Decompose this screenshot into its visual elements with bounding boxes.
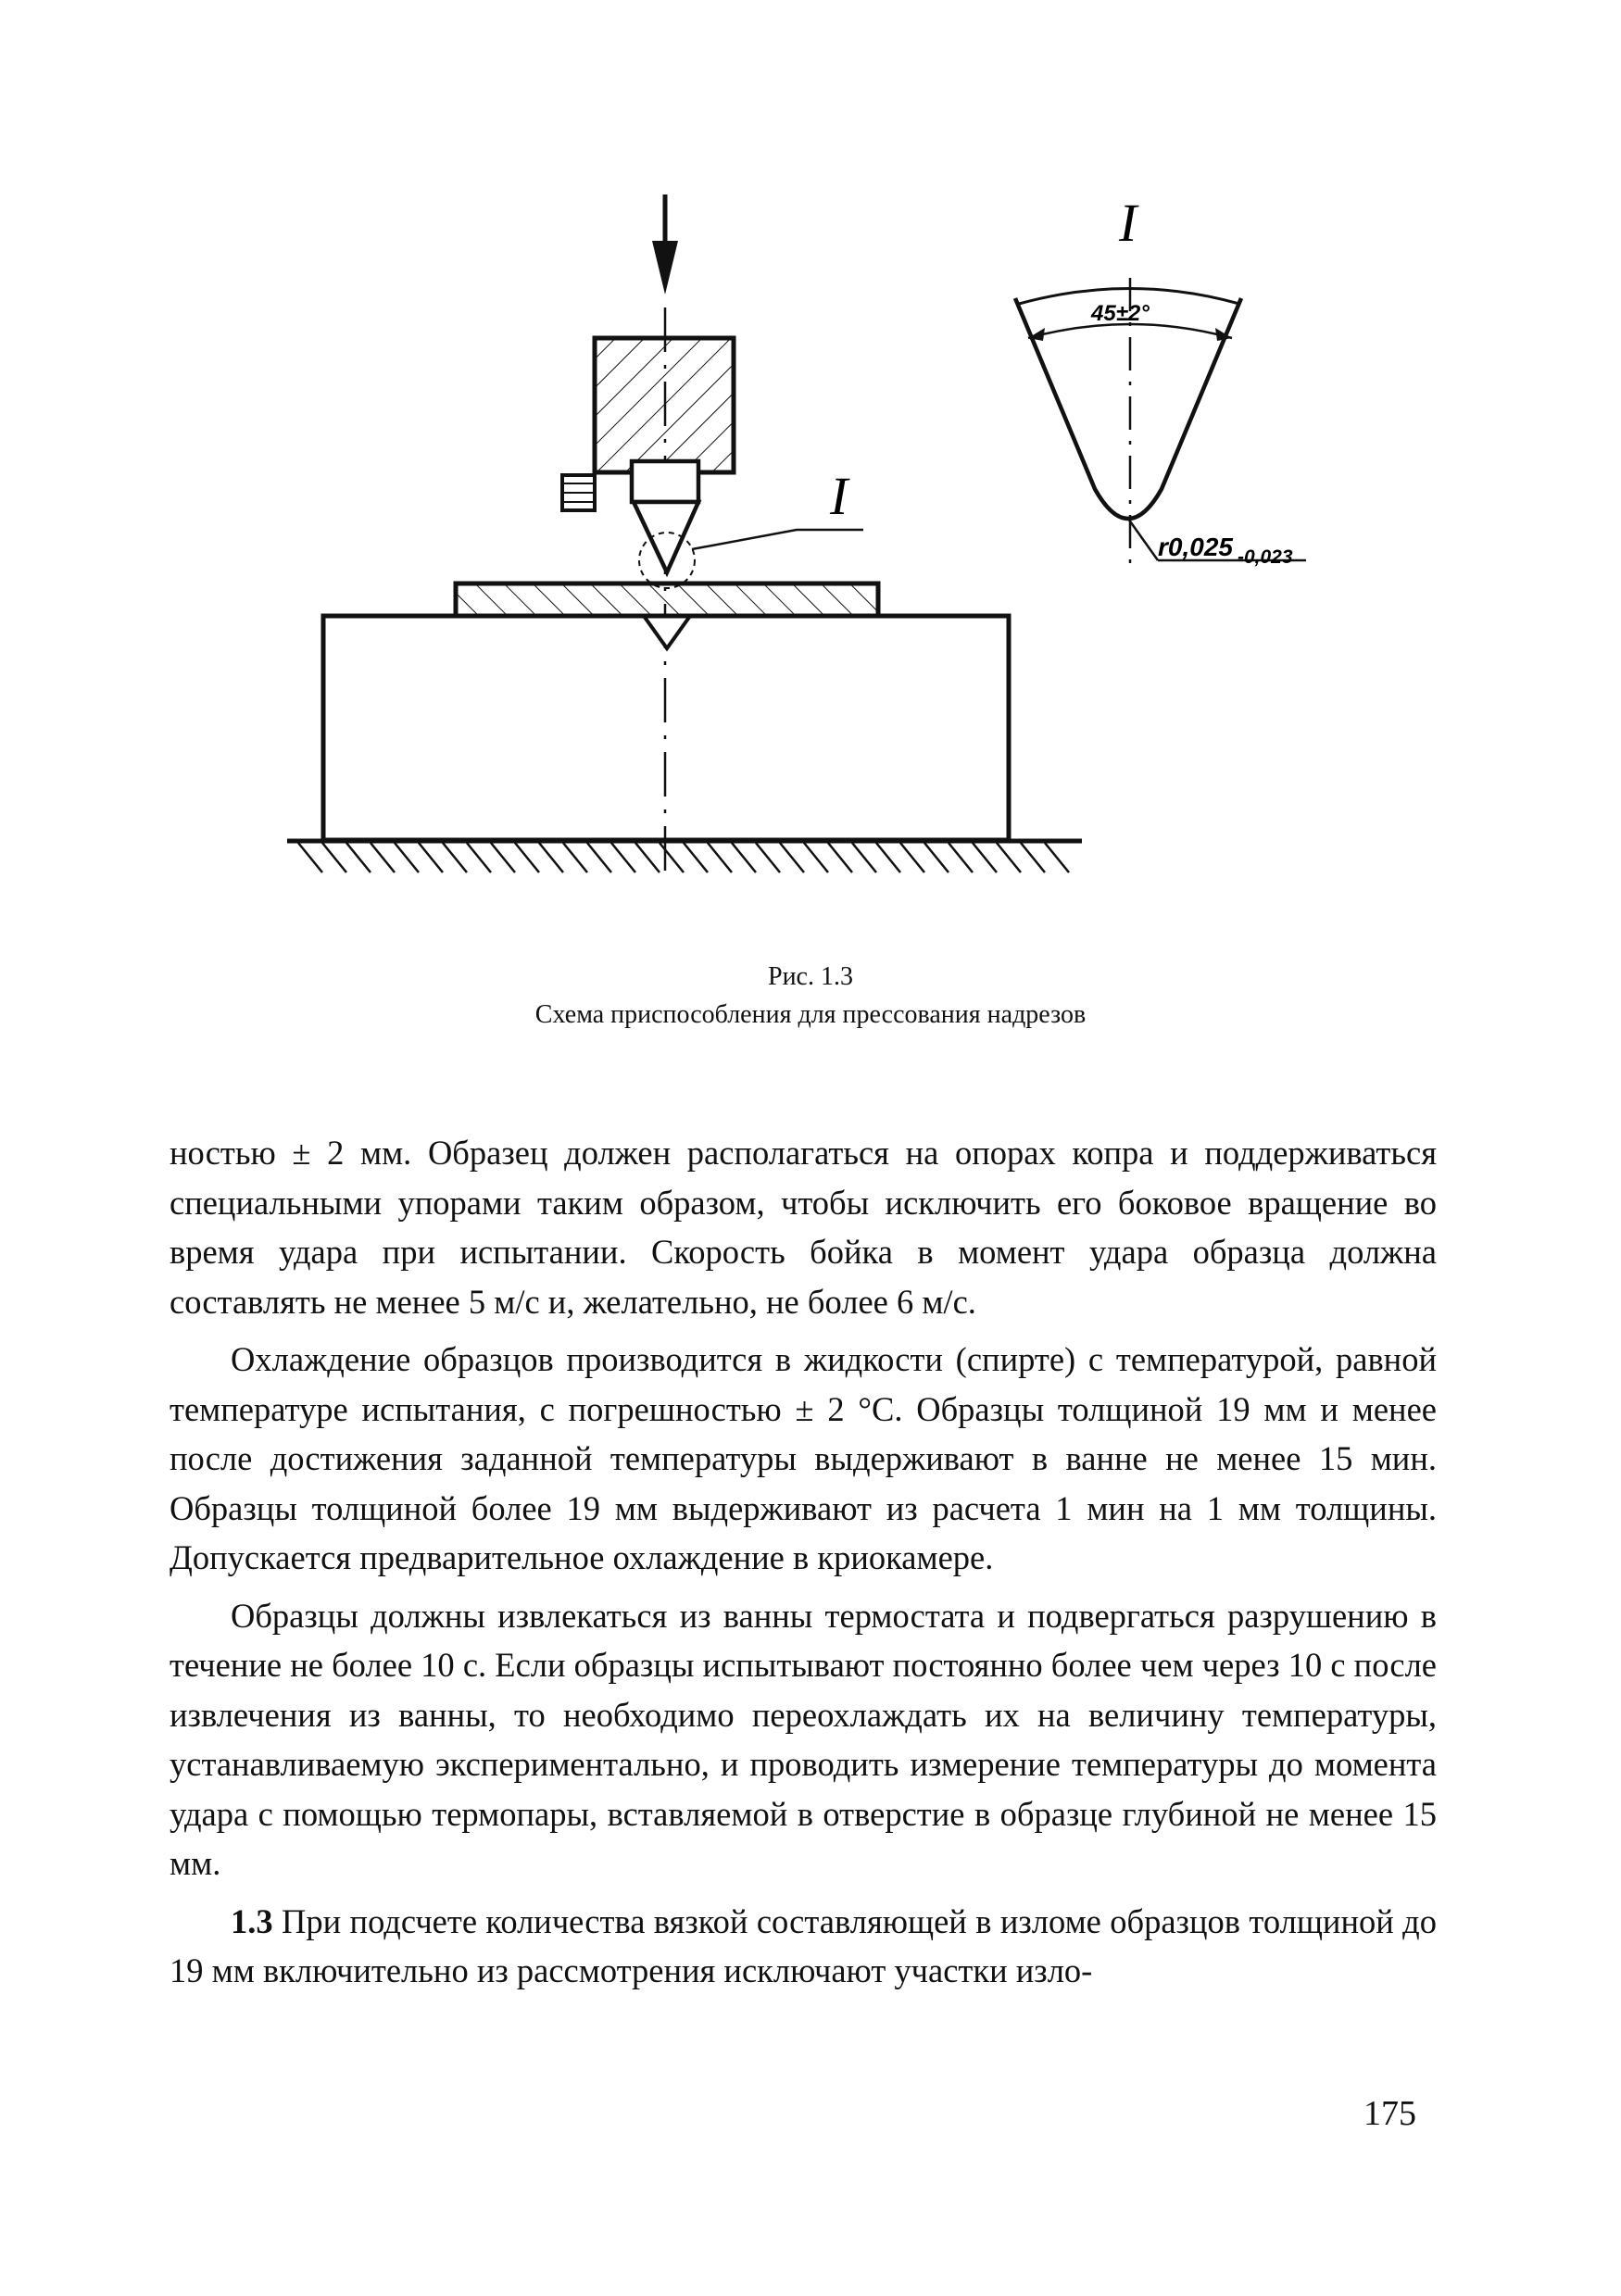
ground-base <box>287 841 1082 872</box>
press-fixture-figure <box>278 185 1343 908</box>
indenter-cone <box>634 502 698 572</box>
detail-label-view: I <box>1119 193 1137 253</box>
paragraph-3: Образцы должны извлекаться из ванны термостата и подвергаться разрушению в течение не более 10 с. Если образцы испытывают постоянно более чем через 10 с после извлечения из ванны, то необходимо переохлаждать их на величину температуры, устанавливаемую экспериментально, и проводить измерение температуры до момента удара с помощью термопары, вставляемой в отверстие в образце глубиной не менее 15 мм. <box>170 1596 1437 1882</box>
fixture-drawing <box>278 185 1343 908</box>
radius-label: r0,025 $_{-0,023}$ <box>1158 533 1293 568</box>
detail-leader <box>692 530 863 549</box>
detail-view <box>1015 193 1306 574</box>
punch-holder <box>562 338 734 510</box>
figure-caption: Схема приспособления для прессования надрезов <box>534 1000 1087 1029</box>
paragraph-4 <box>170 1897 1437 1996</box>
angle-label: 45±2° <box>1091 301 1150 326</box>
paragraph-2: Охлаждение образцов производится в жидкости (спирте) с температурой, равной температуре испытания, с погрешностью ± 2 °С. Образцы толщиной 19 мм и менее после достижения заданной температуры выдерживают в ванне не менее 15 мин. Образцы толщиной более 19 мм выдерживают из расчета 1 мин на 1 мм толщины. Допускается предварительное охлаждение в криокамере. <box>170 1340 1437 1576</box>
specimen-plate <box>456 583 878 616</box>
section-number: 1.3 <box>231 1901 273 1940</box>
page-number: 175 <box>1363 2094 1416 2133</box>
figure-number: Рис. 1.3 <box>768 962 853 991</box>
paragraph-4-text: При подсчете количества вязкой составляющей в изломе образцов толщиной до 19 мм включительно из рассмотрения исключают участки изло- <box>170 1901 1437 1989</box>
paragraph-1: ностью ± 2 мм. Образец должен располагаться на опорах копра и поддерживаться специальными упорами таким образом, чтобы исключить его боковое вращение во время удара при испытании. Скорость бойка в момент удара образца должна составлять не менее 5 м/с и, желательно, не более 6 м/с. <box>170 1134 1437 1321</box>
body-text <box>170 1128 1437 2004</box>
detail-label-main: I <box>830 466 848 526</box>
load-arrow <box>652 194 678 295</box>
